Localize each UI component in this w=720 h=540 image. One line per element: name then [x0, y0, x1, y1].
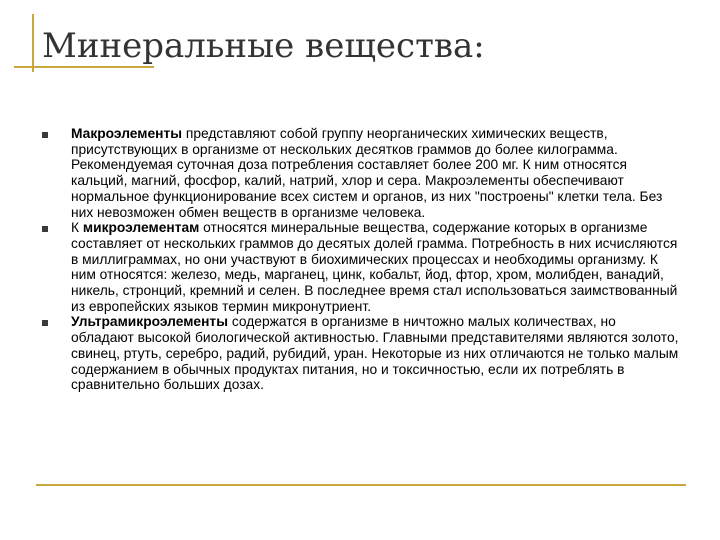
slide-title: Минеральные вещества:	[42, 26, 485, 66]
list-item-ultramicroelements	[42, 314, 682, 393]
item-prefix: К	[71, 220, 83, 236]
square-bullet-icon	[42, 226, 48, 232]
item-text: относятся минеральные вещества, содержание которых в организме составляет от нескольких граммов до десятых долей грамма. Потребность в них исчисляются в миллиграммах, но они участвуют в биохимических процессах и необходимы организму. К ним относятся: железо, медь, марганец, цинк, кобальт, йод, фтор, хром, молибден, ванадий, никель, стронций, кремний и селен. В последнее время стал использоваться заимствованный из европейских языков термин микронутриент.	[71, 220, 678, 314]
square-bullet-icon	[42, 320, 48, 326]
title-frame-horizontal-line	[14, 66, 154, 68]
term-ultramicroelements: Ультрамикроэлементы	[71, 314, 228, 330]
item-text: представляют собой группу неорганических химических веществ, присутствующих в организме от нескольких десятков граммов до более килограмма. Рекомендуемая суточная доза потребления составляет более 200 мг. К ним относятся кальций, магний, фосфор, калий, натрий, хлор и сера. Макроэлементы обеспечивают нормальное функционирование всех систем и органов, из них "построены" клетки тела. Без них невозможен обмен веществ в организме человека.	[71, 126, 663, 220]
title-frame-vertical-line	[32, 14, 34, 72]
bottom-divider-line	[36, 484, 686, 486]
term-microelements: микроэлементам	[82, 220, 200, 236]
bullet-list	[42, 126, 682, 393]
item-text: содержатся в организме в ничтожно малых количествах, но обладают высокой биологической активностью. Главными представителями являются золото, свинец, ртуть, серебро, радий, рубидий, уран. Некоторые из них отличаются не только малым содержанием в обычных продуктах питания, но и токсичностью, если их потреблять в сравнительно больших дозах.	[71, 314, 679, 393]
list-item-microelements	[42, 220, 682, 314]
square-bullet-icon	[42, 132, 48, 138]
term-macroelements: Макроэлементы	[71, 126, 183, 141]
list-item-macroelements	[42, 126, 682, 220]
